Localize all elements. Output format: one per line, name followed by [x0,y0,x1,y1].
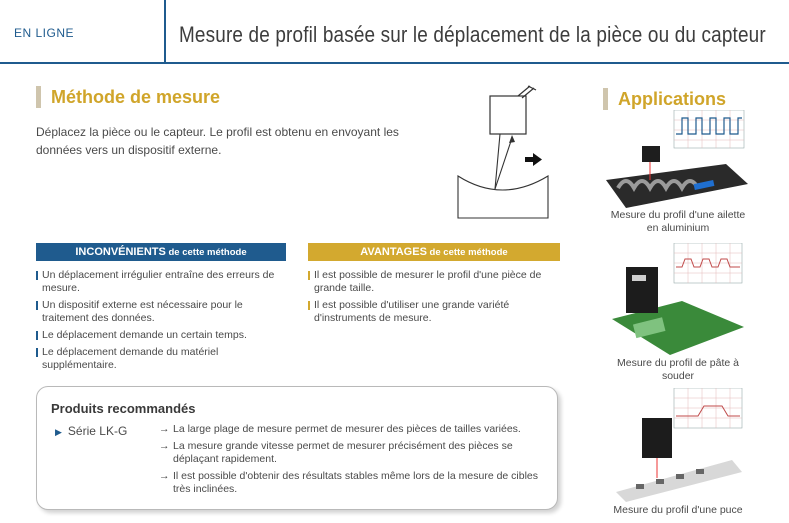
method-heading [36,86,220,108]
sensor-head [490,96,526,134]
fin-plate [606,164,748,208]
list-item: Le déplacement demande un certain temps. [36,329,286,342]
chip-strip [616,460,742,502]
sensor [626,267,658,313]
list-item: → Il est possible d'obtenir des résultats stables même lors de la mesure de cibles très inclinées. [159,470,539,495]
list-item: → La mesure grande vitesse permet de mesurer précisément des pièces se déplaçant rapidement. [159,440,513,465]
category-tag: EN LIGNE [14,26,75,40]
category-tag-box [0,0,166,64]
sensor [642,146,660,162]
arrow-right-icon: → [159,470,170,482]
arrow-right-icon: → [159,423,170,435]
list-item: Un déplacement irrégulier entraîne des erreurs de mesure. [36,269,286,295]
method-title: Méthode de mesure [51,86,221,107]
arrow-right-icon: → [159,440,170,452]
application-caption: Mesure du profil de pâte à souder [617,357,739,382]
header [0,0,789,64]
feature-list [159,423,539,500]
heading-bar [603,88,608,110]
cons-banner: INCONVÉNIENTS de cette méthode [36,243,286,261]
sensor-cable [518,86,530,96]
workpiece [458,176,548,218]
application-caption: Mesure du profil d'une ailette en aluminium [610,209,746,234]
list-item: Il est possible d'utiliser une grande variété d'instruments de mesure. [308,299,560,325]
cons-list [36,269,286,376]
application-caption: Mesure du profil d'une puce [613,504,743,516]
sensor [642,418,672,458]
list-item: Il est possible de mesurer le profil d'une pièce de grande taille. [308,269,560,295]
series-link[interactable] [55,424,127,438]
pros-list [308,269,560,329]
applications-heading [603,88,726,110]
pros-banner: AVANTAGES de cette méthode [308,243,560,261]
series-label: Série LK-G [67,424,128,438]
method-description: Déplacez la pièce ou le capteur. Le profil est obtenu en envoyant les données vers un dispositif externe. [36,125,399,157]
page-title: Mesure de profil basée sur le déplacement de la pièce ou du capteur [179,22,766,47]
method-diagram [452,80,558,220]
aluminium-fin-image [606,110,748,210]
chip-image [612,388,744,502]
solder-paste-image [612,243,744,355]
list-item: Un dispositif externe est nécessaire pour le traitement des données. [36,299,286,325]
heading-bar [36,86,41,108]
recommended-products-box [36,386,558,510]
list-item: Le déplacement demande du matériel supplémentaire. [36,346,286,372]
triangle-right-icon: ▶ [55,427,62,437]
list-item: → La large plage de mesure permet de mesurer des pièces de tailles variées. [159,423,521,435]
move-arrow [525,157,533,162]
products-title: Produits recommandés [51,401,196,416]
applications-title: Applications [618,88,727,109]
